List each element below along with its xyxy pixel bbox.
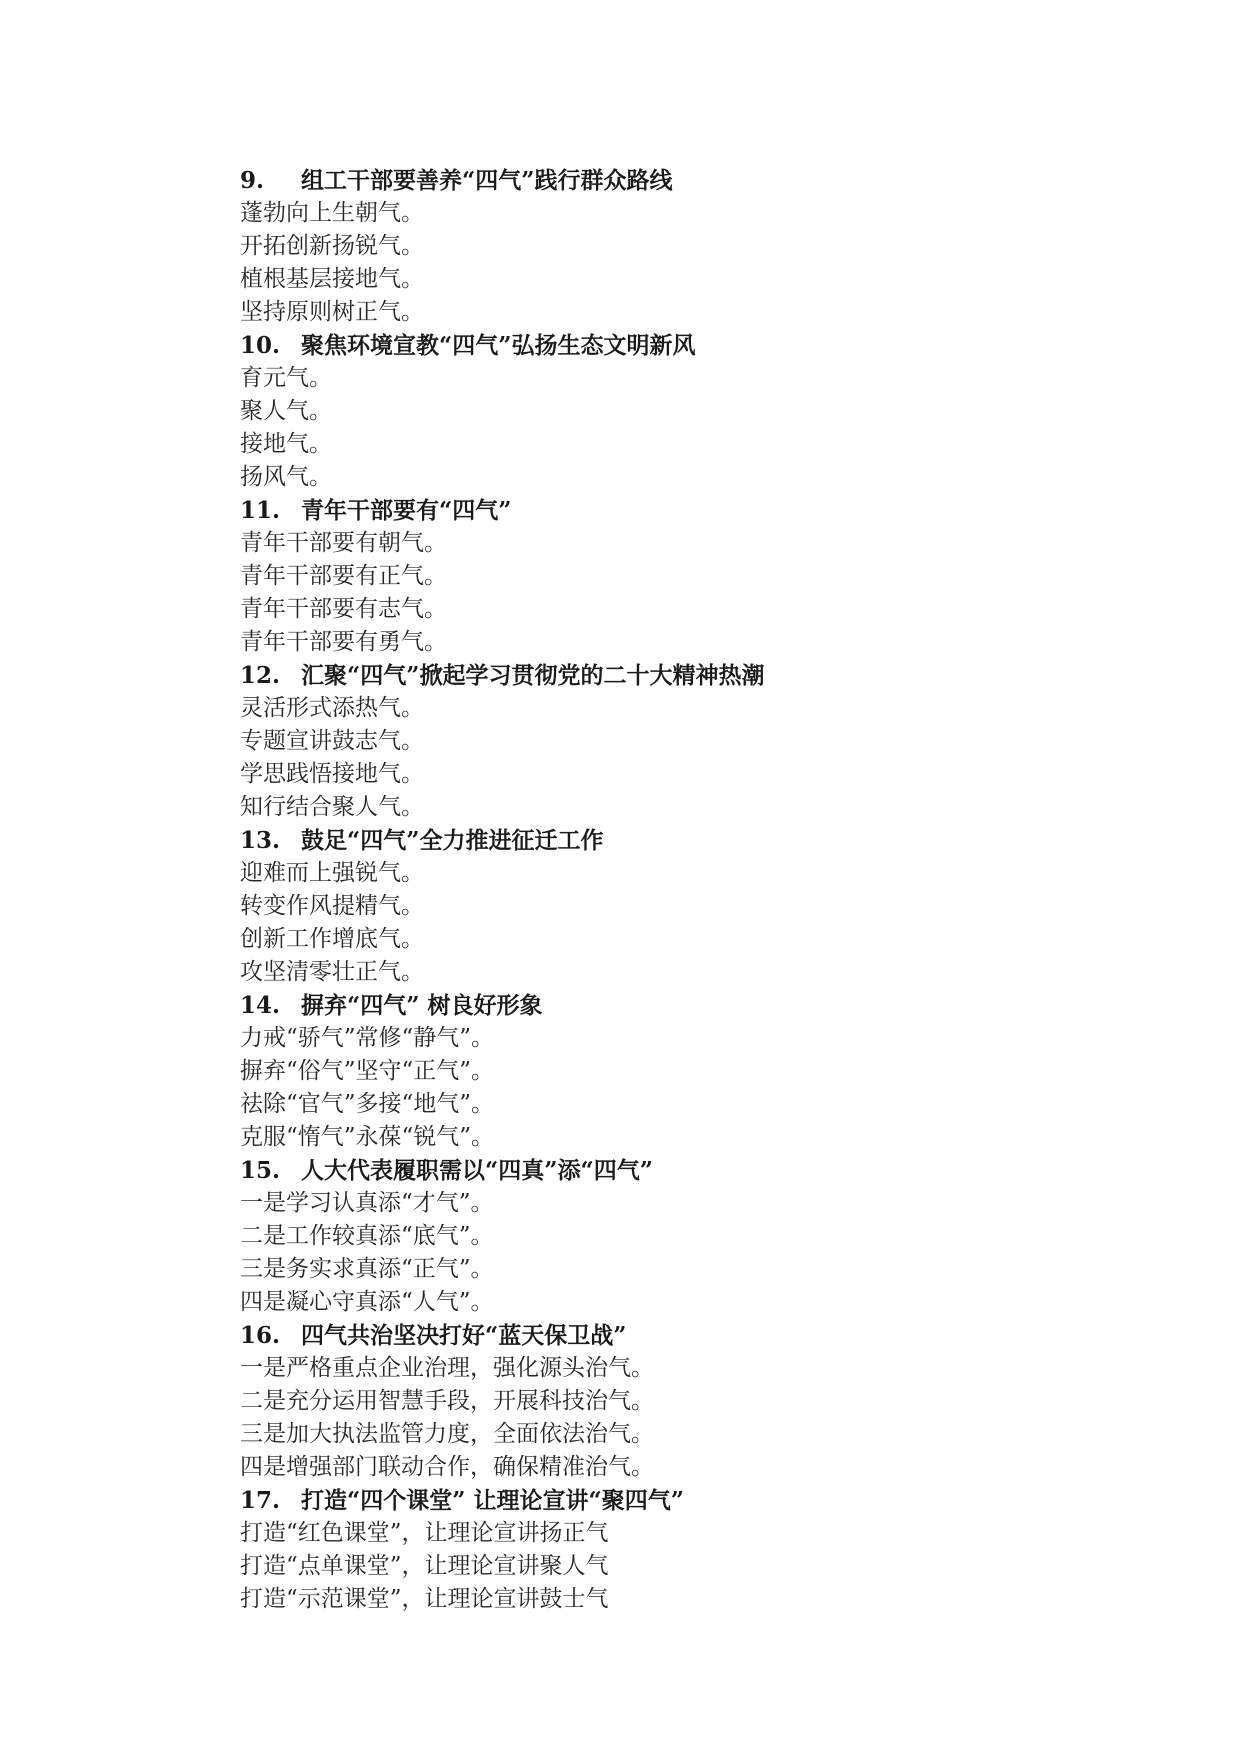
section-title: 聚焦环境宣教“四气”弘扬生态文明新风 bbox=[301, 332, 696, 359]
section-heading bbox=[240, 824, 1140, 857]
section-10 bbox=[240, 329, 1140, 494]
body-line: 祛除“官气”多接“地气”。 bbox=[240, 1091, 495, 1117]
body-line: 打造“红色课堂”，让理论宣讲扬正气 bbox=[240, 1520, 609, 1546]
section-heading bbox=[240, 1154, 1140, 1187]
body-line: 迎难而上强锐气。 bbox=[240, 860, 424, 886]
section-title: 四气共治坚决打好“蓝天保卫战” bbox=[301, 1322, 627, 1349]
document-page bbox=[240, 164, 1140, 1616]
section-heading bbox=[240, 1484, 1140, 1517]
body-line: 扬风气。 bbox=[240, 464, 332, 490]
section-12 bbox=[240, 659, 1140, 824]
section-title: 打造“四个课堂” 让理论宣讲“聚四气” bbox=[301, 1487, 684, 1514]
section-9 bbox=[240, 164, 1140, 329]
section-title: 摒弃“四气” 树良好形象 bbox=[301, 992, 543, 1019]
section-title: 组工干部要善养“四气”践行群众路线 bbox=[301, 167, 673, 194]
section-11 bbox=[240, 494, 1140, 659]
body-line: 一是学习认真添“才气”。 bbox=[240, 1190, 494, 1216]
section-16 bbox=[240, 1319, 1140, 1484]
section-number: 11. bbox=[240, 497, 281, 524]
body-line: 青年干部要有正气。 bbox=[240, 563, 447, 589]
body-line: 青年干部要有勇气。 bbox=[240, 629, 447, 655]
section-heading bbox=[240, 494, 1140, 527]
body-line: 攻坚清零壮正气。 bbox=[240, 959, 424, 985]
section-number: 16. bbox=[240, 1322, 281, 1349]
section-heading bbox=[240, 329, 1140, 362]
body-line: 四是增强部门联动合作，确保精准治气。 bbox=[240, 1454, 654, 1480]
section-number: 17. bbox=[240, 1487, 281, 1514]
body-line: 灵活形式添热气。 bbox=[240, 695, 424, 721]
section-heading bbox=[240, 164, 1140, 197]
body-line: 聚人气。 bbox=[240, 398, 332, 424]
body-line: 三是加大执法监管力度，全面依法治气。 bbox=[240, 1421, 654, 1447]
body-line: 育元气。 bbox=[240, 365, 332, 391]
body-line: 知行结合聚人气。 bbox=[240, 794, 424, 820]
body-line: 一是严格重点企业治理，强化源头治气。 bbox=[240, 1355, 654, 1381]
body-line: 摒弃“俗气”坚守“正气”。 bbox=[240, 1058, 495, 1084]
body-line: 专题宣讲鼓志气。 bbox=[240, 728, 424, 754]
body-line: 打造“示范课堂”，让理论宣讲鼓士气 bbox=[240, 1586, 609, 1612]
section-heading bbox=[240, 659, 1140, 692]
body-line: 打造“点单课堂”，让理论宣讲聚人气 bbox=[240, 1553, 609, 1579]
section-number: 14. bbox=[240, 992, 281, 1019]
body-line: 开拓创新扬锐气。 bbox=[240, 233, 424, 259]
section-number: 9. bbox=[240, 167, 265, 194]
body-line: 克服“惰气”永葆“锐气”。 bbox=[240, 1124, 495, 1150]
body-line: 青年干部要有志气。 bbox=[240, 596, 447, 622]
body-line: 四是凝心守真添“人气”。 bbox=[240, 1289, 494, 1315]
body-line: 学思践悟接地气。 bbox=[240, 761, 424, 787]
body-line: 转变作风提精气。 bbox=[240, 893, 424, 919]
section-title: 人大代表履职需以“四真”添“四气” bbox=[301, 1157, 653, 1184]
body-line: 坚持原则树正气。 bbox=[240, 299, 424, 325]
section-title: 青年干部要有“四气” bbox=[301, 497, 512, 524]
body-line: 二是充分运用智慧手段，开展科技治气。 bbox=[240, 1388, 654, 1414]
body-line: 二是工作较真添“底气”。 bbox=[240, 1223, 494, 1249]
section-heading bbox=[240, 1319, 1140, 1352]
body-line: 接地气。 bbox=[240, 431, 332, 457]
body-line: 三是务实求真添“正气”。 bbox=[240, 1256, 494, 1282]
section-15 bbox=[240, 1154, 1140, 1319]
body-line: 创新工作增底气。 bbox=[240, 926, 424, 952]
body-line: 蓬勃向上生朝气。 bbox=[240, 200, 424, 226]
section-13 bbox=[240, 824, 1140, 989]
body-line: 青年干部要有朝气。 bbox=[240, 530, 447, 556]
section-title: 鼓足“四气”全力推进征迁工作 bbox=[301, 827, 604, 854]
section-number: 10. bbox=[240, 332, 281, 359]
section-14 bbox=[240, 989, 1140, 1154]
section-title: 汇聚“四气”掀起学习贯彻党的二十大精神热潮 bbox=[301, 662, 765, 689]
section-number: 15. bbox=[240, 1157, 281, 1184]
section-heading bbox=[240, 989, 1140, 1022]
body-line: 植根基层接地气。 bbox=[240, 266, 424, 292]
section-17 bbox=[240, 1484, 1140, 1616]
body-line: 力戒“骄气”常修“静气”。 bbox=[240, 1025, 495, 1051]
section-number: 13. bbox=[240, 827, 281, 854]
section-number: 12. bbox=[240, 662, 281, 689]
